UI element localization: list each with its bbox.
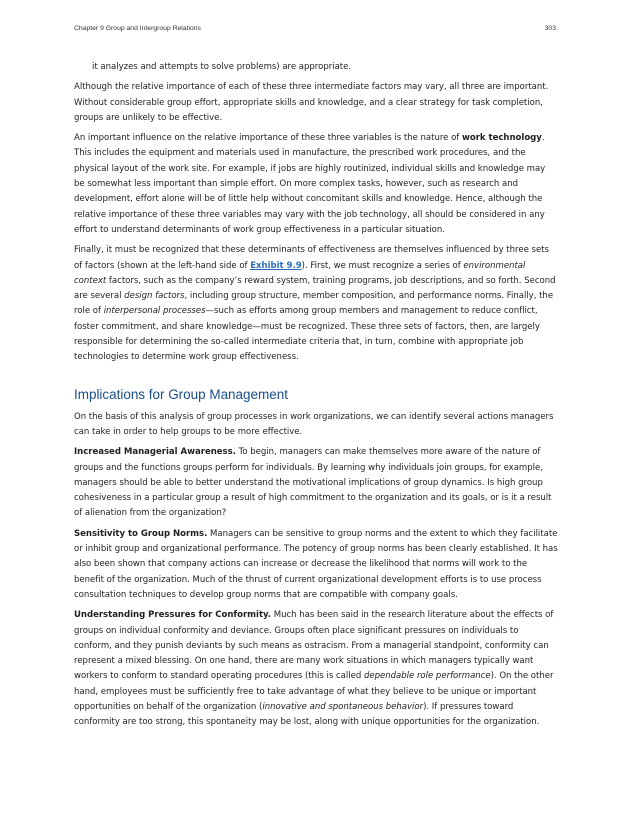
section-heading: Implications for Group Management — [74, 386, 288, 402]
text-run: factors, such as the company’s reward system, training programs, job descriptions, and so forth. Second are several — [74, 275, 556, 302]
text-run: ). If pressures toward conformity are too strong, this spontaneity may be lost, along with unique opportunities for the organization. — [74, 701, 540, 728]
paragraph-intro-actions: On the basis of this analysis of group processes in work organizations, we can identify several actions managers can take in order to help groups to be more effective. — [74, 411, 554, 437]
paragraph-managerial-awareness — [74, 445, 558, 521]
text-run: —such as efforts among group members and management to reduce conflict, foster commitment, and share knowledge—must be recognized. These three sets of factors, then, are largely responsible for determining the so-called intermediate criteria that, in turn, combine with appropriate job technologies to determine work group effectiveness. — [74, 306, 540, 363]
paragraph-continued: it analyzes and attempts to solve problems) are appropriate. — [92, 62, 352, 72]
text-run: , including group structure, member composition, and performance norms. Finally, the role of — [74, 291, 554, 317]
paragraph-determinants — [74, 243, 558, 365]
term-work-technology: work technology — [462, 133, 542, 144]
run-in-heading: Understanding Pressures for Conformity. — [74, 610, 272, 621]
text-run: Finally, it must be recognized that these determinants of effectiveness are themselves influenced by three sets of factors (shown at the left-hand side of — [74, 245, 549, 271]
text-run: ). First, we must recognize a series of — [301, 260, 464, 271]
run-in-heading: Sensitivity to Group Norms. — [74, 528, 208, 539]
text-run: An important influence on the relative importance of these three variables is the nature of — [74, 133, 462, 144]
text-run: Managers can be sensitive to group norms and the extent to which they facilitate or inhibit group and organizational performance. The potency of group norms has been clearly established. It has also been shown that company actions can increase or decrease the likelihood that norms will work to the benefit of the organization. Much of the thrust of current organizational development efforts is to use process consultation techniques to develop group norms that are compatible with company goals. — [74, 528, 558, 600]
page-number: 303 — [544, 25, 556, 32]
running-header — [74, 25, 556, 37]
term-environmental-context: environmental context — [74, 260, 526, 286]
paragraph-work-technology — [74, 131, 558, 238]
term-interpersonal-processes: interpersonal processes — [103, 306, 206, 317]
chapter-title: Chapter 9 Group and Intergroup Relations — [74, 25, 201, 32]
term-design-factors: design factors — [124, 291, 185, 302]
term-innovative-behavior: innovative and spontaneous behavior — [262, 701, 424, 712]
run-in-heading: Increased Managerial Awareness. — [74, 447, 236, 458]
paragraph-group-norms — [74, 527, 558, 603]
text-run: . This includes the equipment and materials used in manufacture, the prescribed work procedures, and the physical layout of the work site. For example, if jobs are highly routinized, individual skills and knowledge may be somewhat less important than simple effort. On more complex tasks, however, such as research and development, effort alone will be of little help without concomitant skills and knowledge. Hence, although the relative importance of these three variables may vary with the job technology, all should be considered in any effort to understand determinants of work group effectiveness in a particular situation. — [74, 133, 546, 235]
text-run: ). On the other hand, employees must be sufficiently free to take advantage of what they believe to be unique or important opportunities on behalf of the organization ( — [74, 671, 554, 712]
paragraph-conformity — [74, 608, 558, 730]
term-dependable-role-performance: dependable role performance — [363, 671, 491, 682]
exhibit-link[interactable]: Exhibit 9.9 — [250, 260, 302, 271]
text-run: To begin, managers can make themselves more aware of the nature of groups and the functions groups perform for individuals. By learning why individuals join groups, for example, managers should be able to better understand the motivational implications of group dynamics. Is high group cohesiveness in a particular group a result of high commitment to the organization and its goals, or is it a result of alienation from the organization? — [74, 447, 552, 519]
main-text — [74, 60, 558, 736]
paragraph-intermediate-factors: Although the relative importance of each of these three intermediate factors may vary, all three are important. Without considerable group effort, appropriate skills and knowledge, and a clear strategy for task completion, groups are unlikely to be effective. — [74, 82, 549, 123]
text-run: Much has been said in the research literature about the effects of groups on individual conformity and deviance. Groups often place significant pressures on individuals to conform, and they punish deviants by such means as ostracism. From a managerial standpoint, conformity can represent a mixed blessing. On one hand, there are many work situations in which managers typically want workers to conform to standard operating procedures (this is called — [74, 610, 554, 682]
